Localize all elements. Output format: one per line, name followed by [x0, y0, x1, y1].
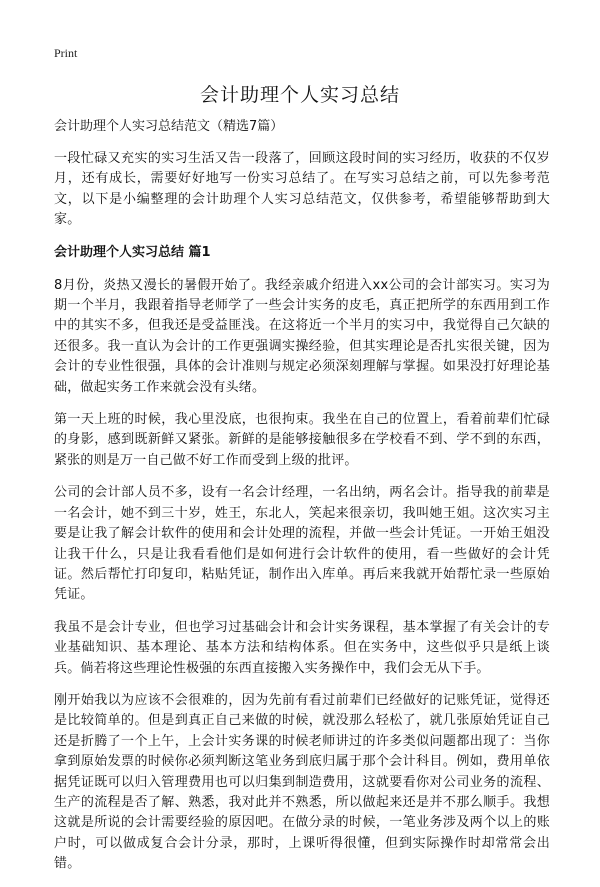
body-paragraph: 公司的会计部人员不多，设有一名会计经理，一名出纳，两名会计。指导我的前辈是一名会计，她不到三十岁，姓王，东北人，笑起来很亲切，我叫她王姐。这次实习主要是让我了解会计软件的使用和会计处理的流程，并做一些会计凭证。一开始王姐没让我干什么，只是让我看看他们是如何进行会计软件的使用，看一些做好的会计凭证。然后帮忙打印复印，粘贴凭证，制作出入库单。再后来我就开始帮忙录一些原始凭证。 — [54, 485, 550, 603]
body-paragraph: 刚开始我以为应该不会很难的，因为先前有看过前辈们已经做好的记账凭证，觉得还是比较简单的。但是到真正自己来做的时候，就没那么轻松了，就几张原始凭证自己还是折腾了一个上午，上会计实务课的时候老师讲过的许多类似问题都出现了：当你拿到原始发票的时候你必须判断这笔业务到底归属于那个会计科目。例如，费用单依据凭证既可以归入管理费用也可以归集到制造费用，这就要看你对公司业务的流程、生产的流程是否了解、熟悉，我对此并不熟悉，所以做起来还是并不那么顺手。我想这就是所说的会计需要经验的原因吧。在做分录的时候，一笔业务涉及两个以上的账户时，可以做成复合会计分录，那时，上课听得很懂，但到实际操作时却常常会出错。 — [54, 692, 550, 872]
intro-paragraph: 一段忙碌又充实的实习生活又告一段落了，回顾这段时间的实习经历，收获的不仅岁月，还有成长，需要好好地写一份实习总结了。在写实习总结之前，可以先参考范文，以下是小编整理的会计助理个人实习总结范文，仅供参考，希望能够帮助到大家。 — [54, 151, 550, 228]
document-subtitle: 会计助理个人实习总结范文（精选7篇） — [54, 119, 284, 134]
body-paragraph: 8月份，炎热又漫长的暑假开始了。我经亲戚介绍进入xx公司的会计部实习。实习为期一个半月，我跟着指导老师学了一些会计实务的皮毛，真正把所学的东西用到工作中的其实不多，但我还是受益匪浅。在这将近一个半月的实习中，我觉得自己欠缺的还很多。我一直认为会计的工作更强调实操经验，但其实理论是否扎实很关键，因为会计的专业性很强，具体的会计准则与规定必须深刻理解与掌握。如果没打好理论基础，做起实务工作来就会没有头绪。 — [54, 277, 550, 395]
document-body — [54, 117, 550, 887]
body-paragraph: 第一天上班的时候，我心里没底，也很拘束。我坐在自己的位置上，看着前辈们忙碌的身影，感到既新鲜又紧张。新鲜的是能够接触很多在学校看不到、学不到的东西，紧张的则是万一自己做不好工作而受到上级的批评。 — [54, 412, 550, 468]
body-paragraph: 我虽不是会计专业，但也学习过基础会计和会计实务课程，基本掌握了有关会计的专业基础知识、基本理论、基本方法和结构体系。但在实务中，这些似乎只是纸上谈兵。倘若将这些理论性极强的东西直接搬入实务操作中，我们会无从下手。 — [54, 619, 550, 676]
section-heading: 会计助理个人实习总结 篇1 — [54, 244, 211, 260]
print-link[interactable]: Print — [54, 46, 78, 60]
document-title: 会计助理个人实习总结 — [199, 84, 400, 106]
